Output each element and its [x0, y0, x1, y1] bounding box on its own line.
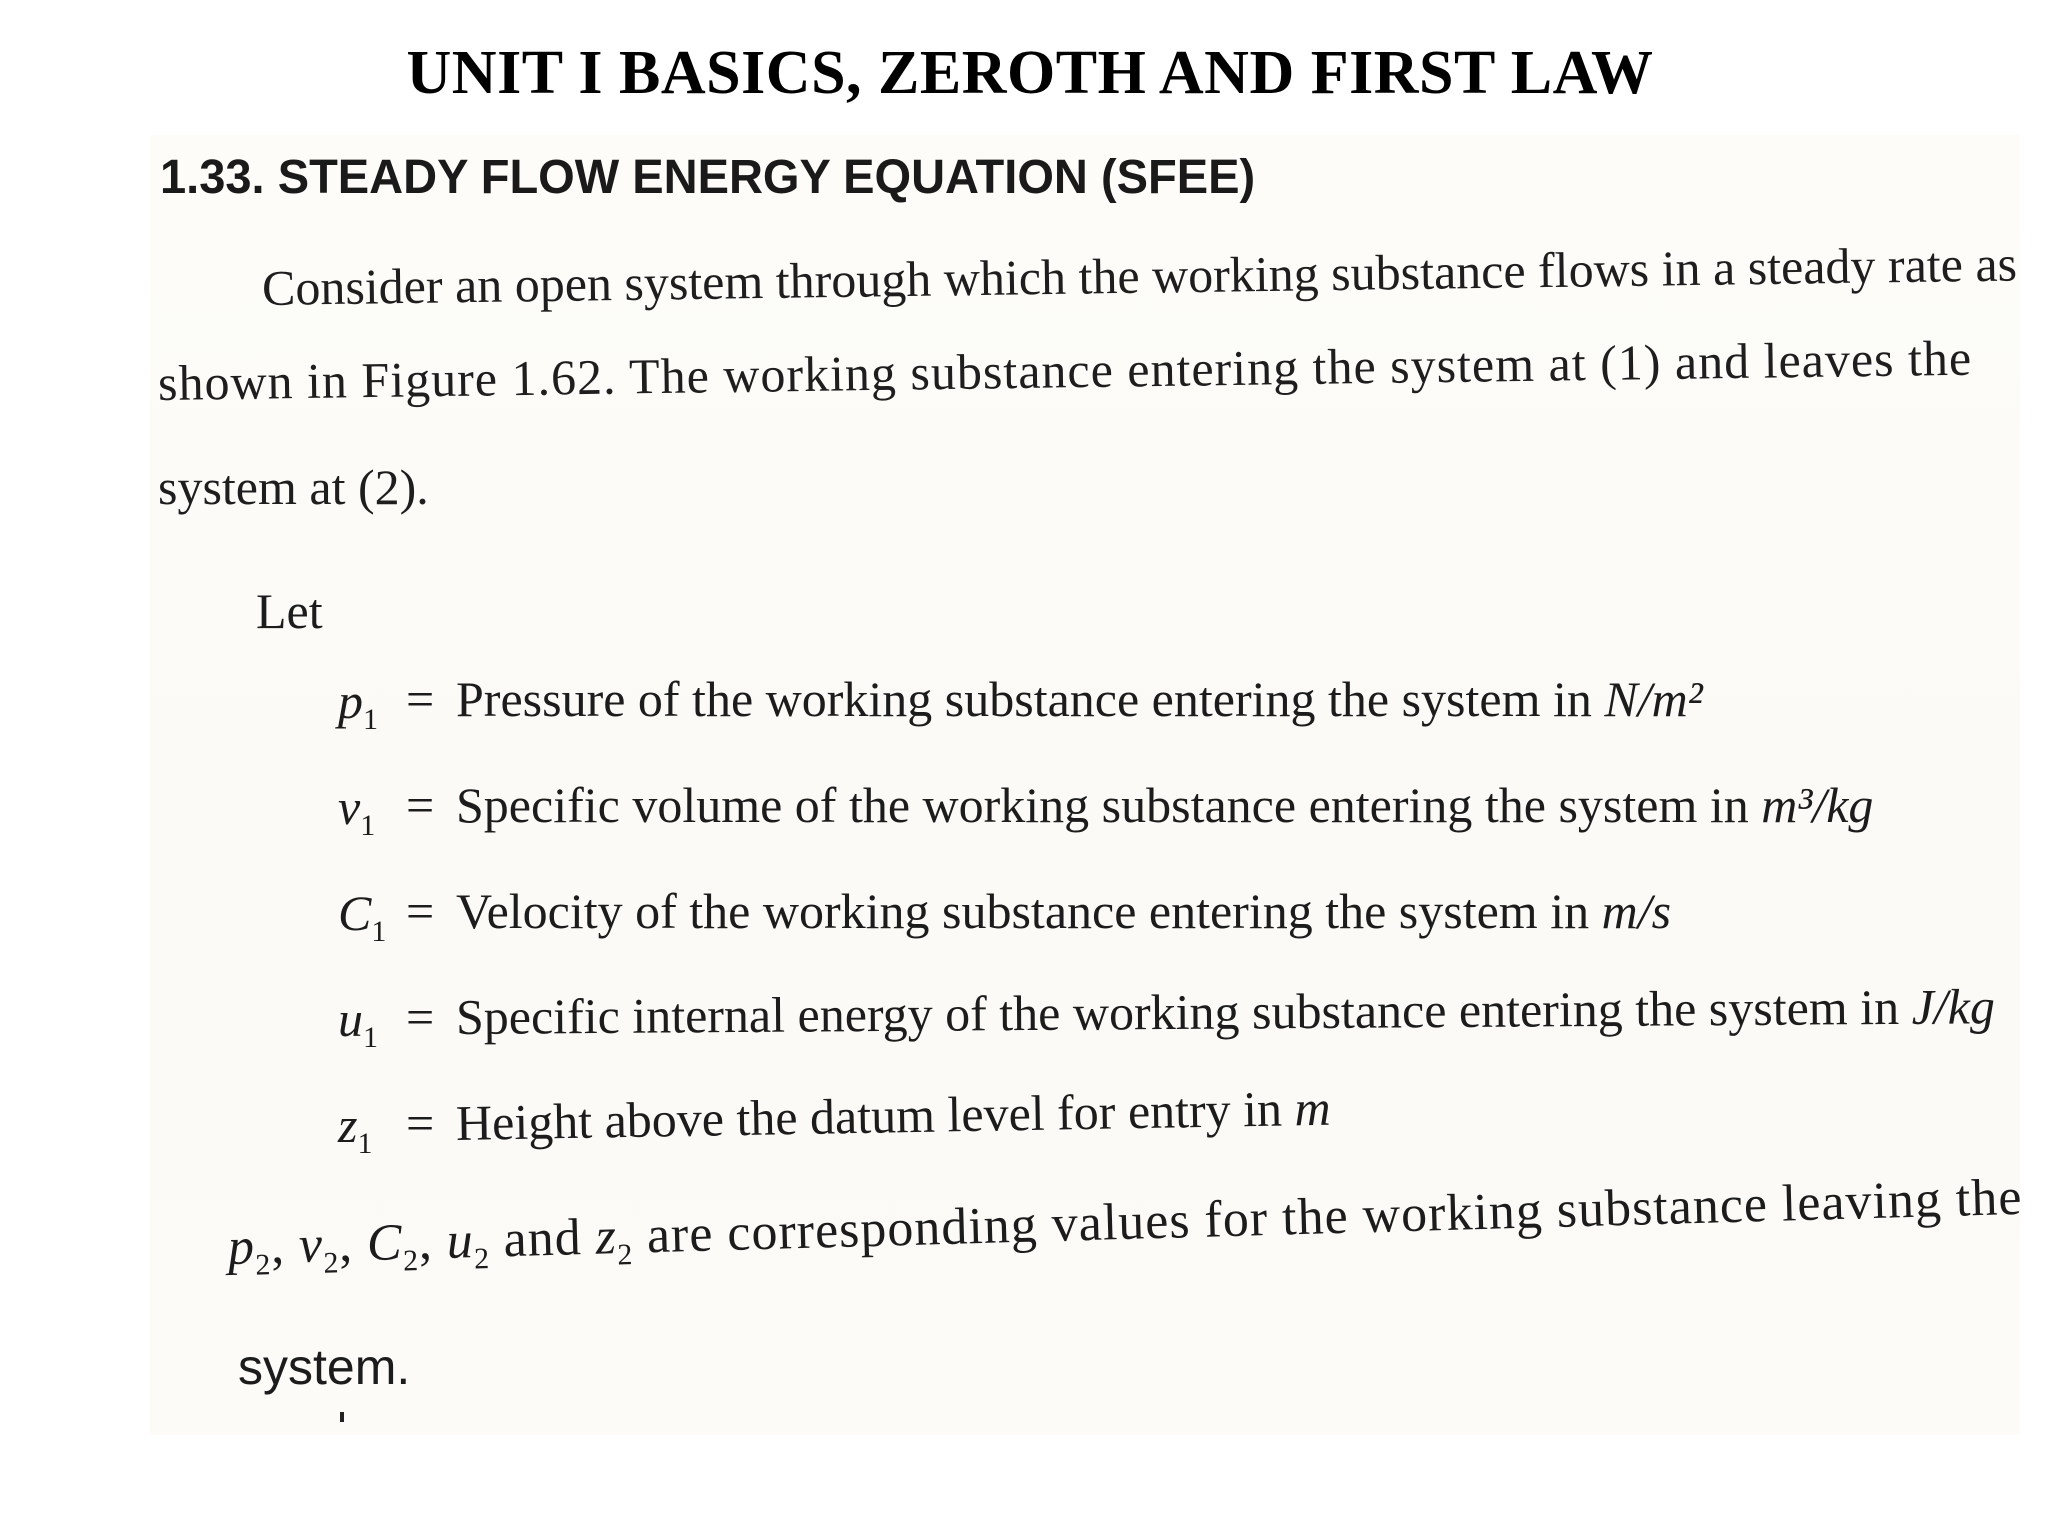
symbol-c2: $C_2$	[366, 1214, 420, 1278]
symbol-u1: $u_1$	[338, 991, 378, 1054]
closing-text: are corresponding values for the working substance leaving the	[646, 1168, 2024, 1265]
unit: m³/kg	[1761, 777, 1874, 833]
unit: m/s	[1601, 883, 1672, 939]
symbol-p2: $p_2$	[227, 1218, 272, 1282]
closing-sentence: $p_2$, $v_2$, $C_2$, $u_2$ and $z_2$ are corresponding values for the working substance leaving the	[227, 1168, 2024, 1282]
definition-text: Height above the datum level for entry in m	[455, 1079, 1332, 1151]
symbol-z1: $z_1$	[338, 1097, 373, 1160]
unit: N/m²	[1604, 671, 1703, 727]
symbol-z2: $z_2$	[594, 1208, 634, 1272]
symbol-v1: $v_1$	[338, 779, 376, 842]
unit: J/kg	[1911, 978, 1996, 1035]
paragraph-line-2: shown in Figure 1.62. The working substance entering the system at (1) and leaves the	[157, 329, 1973, 411]
definition-text: Specific volume of the working substance entering the system in m³/kg	[456, 777, 1874, 833]
definition-text: Velocity of the working substance entering the system in m/s	[456, 883, 1672, 939]
paragraph-line-3: system at (2).	[158, 459, 429, 515]
paragraph-line-1: Consider an open system through which the working substance flows in a steady rate as	[261, 235, 2018, 316]
symbol-c1: $C_1$	[338, 885, 387, 948]
equals-sign: =	[406, 777, 435, 833]
equals-sign: =	[406, 989, 435, 1045]
slide-title: UNIT I BASICS, ZEROTH AND FIRST LAW	[406, 39, 1654, 107]
symbol-p1: $p_1$	[338, 673, 378, 736]
section-heading: 1.33. STEADY FLOW ENERGY EQUATION (SFEE)	[160, 151, 1256, 204]
equals-sign: =	[406, 1095, 435, 1151]
symbol-v2: $v_2$	[298, 1216, 340, 1280]
equals-sign: =	[406, 671, 435, 727]
and-word: and	[502, 1209, 583, 1269]
definition-text: Pressure of the working substance entering the system in N/m²	[456, 671, 1703, 727]
symbol-u2: $u_2$	[445, 1212, 491, 1276]
equals-sign: =	[406, 883, 435, 939]
closing-continuation: system.	[238, 1339, 411, 1395]
let-label: Let	[256, 583, 323, 639]
definition-text: Specific internal energy of the working substance entering the system in J/kg	[455, 978, 1996, 1045]
ink-mark	[340, 1412, 344, 1422]
unit: m	[1294, 1079, 1332, 1137]
